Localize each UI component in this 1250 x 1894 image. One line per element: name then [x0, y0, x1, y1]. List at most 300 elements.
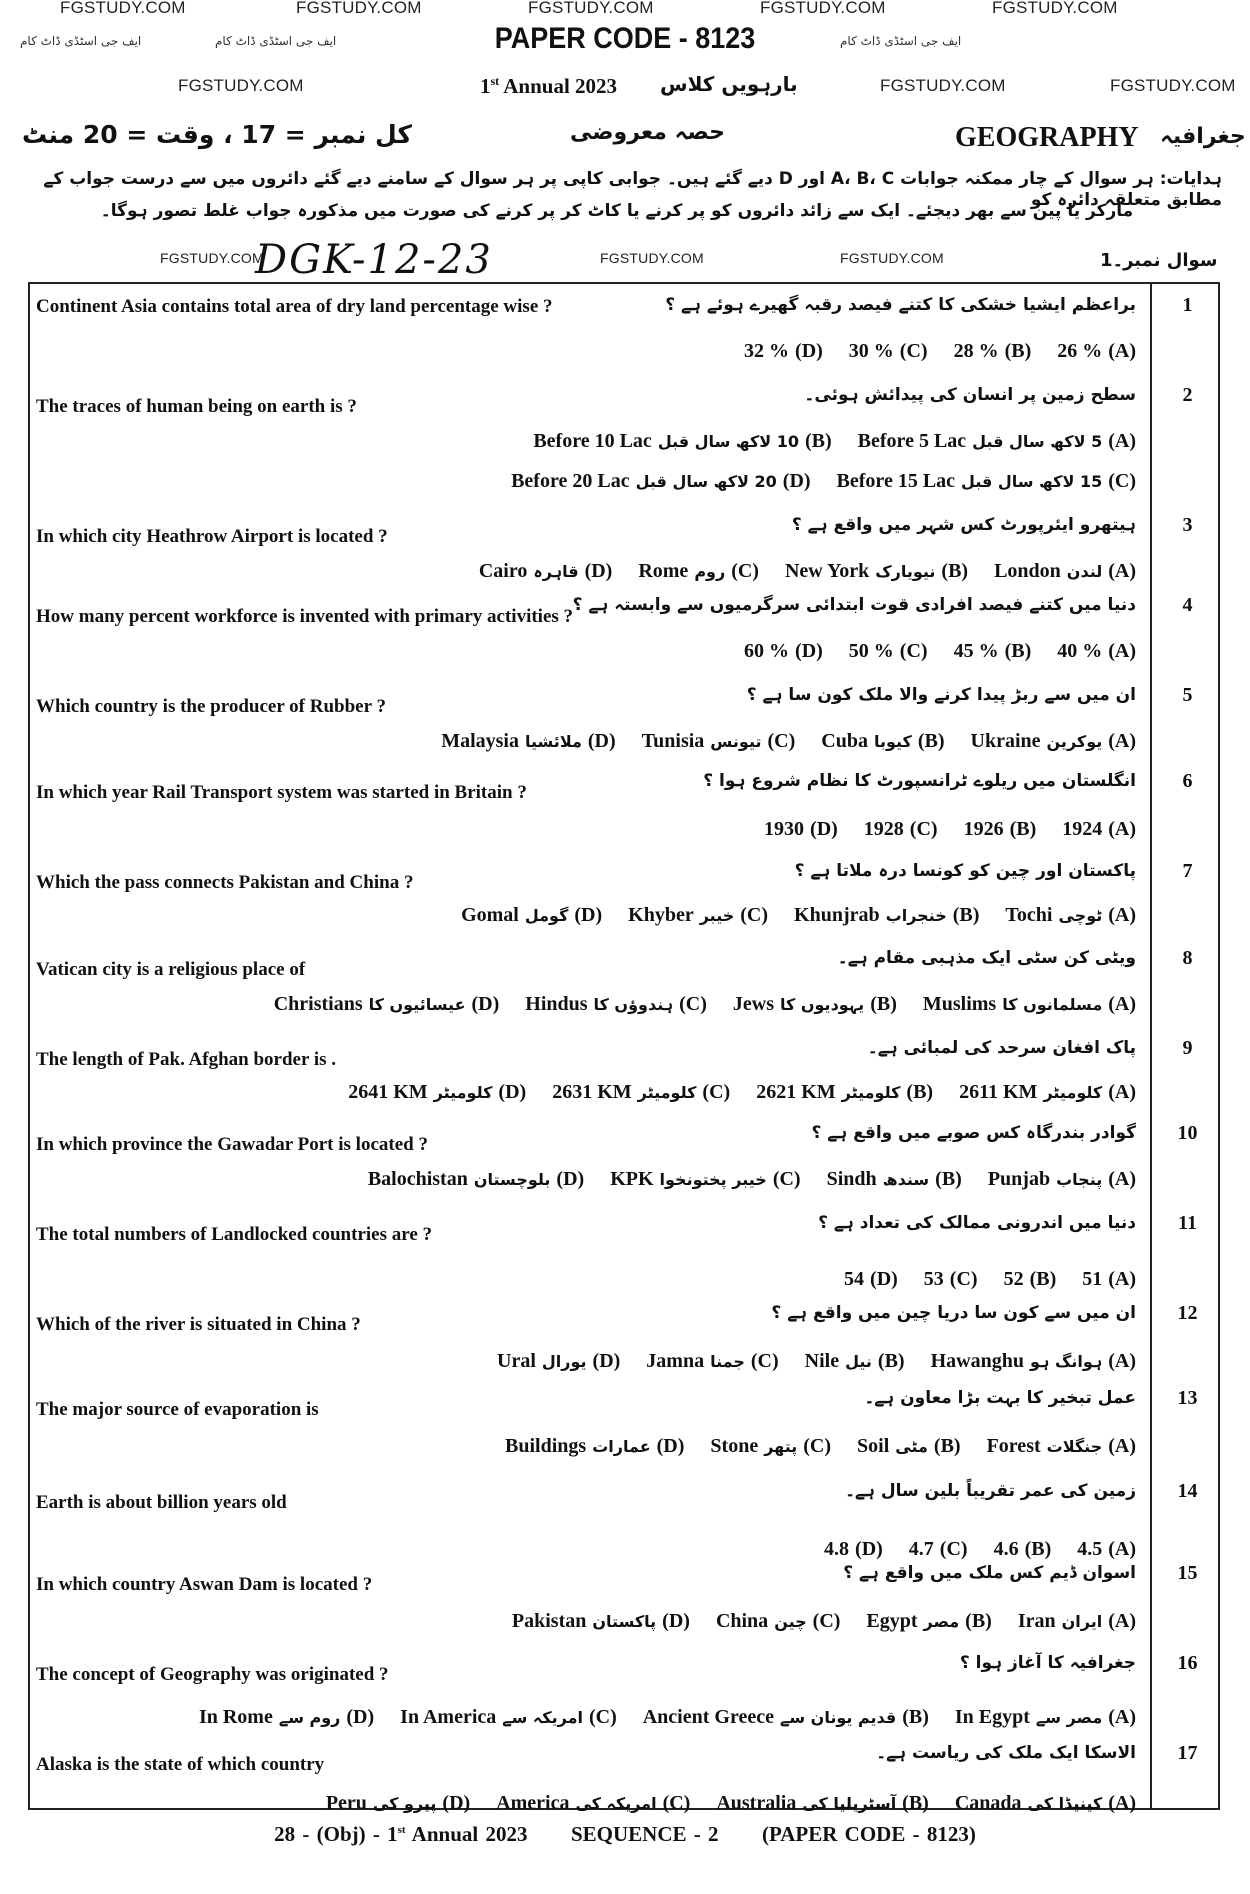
question-text-en: Which of the river is situated in China ? — [36, 1314, 361, 1335]
option-letter: (A) — [1108, 1081, 1136, 1103]
option-d — [326, 1792, 470, 1815]
option-a — [971, 730, 1136, 753]
option-d — [479, 560, 612, 583]
option-letter: (A) — [1108, 1706, 1136, 1728]
subject-title: GEOGRAPHY — [955, 122, 1139, 153]
watermark-urdu: ایف جی اسٹڈی ڈاٹ کام — [20, 34, 142, 48]
option-d — [744, 640, 823, 663]
option-text-en: Hawanghu — [930, 1350, 1024, 1372]
option-text-ur: کلومیٹر — [1043, 1083, 1103, 1102]
option-text-en: Rome — [638, 560, 689, 582]
option-b — [857, 1435, 961, 1458]
option-letter: (D) — [855, 1538, 883, 1560]
option-letter: (B) — [952, 904, 980, 926]
option-letter: (D) — [587, 730, 616, 752]
option-a — [923, 993, 1136, 1016]
option-text-ur: کلومیٹر — [841, 1083, 901, 1102]
watermark: FGSTUDY.COM — [880, 76, 1006, 95]
option-letter: (D) — [346, 1706, 375, 1728]
option-letter: (B) — [877, 1350, 905, 1372]
option-letter: (D) — [795, 340, 823, 362]
option-text-en: 1928 — [863, 818, 904, 840]
option-text-en: Sindh — [826, 1168, 877, 1190]
option-text-ur: قاہرہ — [533, 562, 579, 581]
option-text-en: 2611 KM — [959, 1081, 1038, 1103]
option-text-ur: پتھر — [764, 1437, 798, 1456]
option-letter: (C) — [803, 1435, 832, 1457]
option-letter: (D) — [442, 1792, 471, 1814]
option-text-en: Khunjrab — [794, 904, 880, 926]
option-a — [1082, 1268, 1136, 1291]
watermark: FGSTUDY.COM — [178, 76, 304, 95]
question-row — [30, 592, 1150, 682]
question-number: 3 — [1182, 514, 1193, 536]
option-text-ur: خیبر — [699, 906, 735, 925]
option-letter: (C) — [662, 1792, 691, 1814]
options-row — [844, 1268, 1136, 1291]
watermark: FGSTUDY.COM — [760, 0, 886, 17]
option-letter: (B) — [805, 430, 832, 452]
option-text-en: 4.7 — [908, 1538, 934, 1560]
option-letter: (B) — [870, 993, 897, 1015]
option-letter: (D) — [471, 993, 500, 1015]
option-letter: (D) — [656, 1435, 685, 1457]
option-text-ur: لندن — [1066, 562, 1103, 581]
question-text-ur: دنیا میں کتنے فیصد افرادی قوت ابتدائی سرگرمیوں سے وابستہ ہے ؟ — [572, 595, 1136, 615]
question-text-ur: پاک افغان سرحد کی لمبائی ہے۔ — [867, 1038, 1136, 1058]
option-text-en: In Rome — [198, 1706, 273, 1728]
option-letter: (C) — [702, 1081, 731, 1103]
question-row — [30, 1385, 1150, 1475]
option-letter: (C) — [679, 993, 707, 1015]
option-d — [199, 1706, 374, 1729]
option-text-en: Cairo — [478, 560, 528, 582]
option-letter: (A) — [1108, 1168, 1136, 1190]
option-letter: (C) — [1108, 470, 1136, 492]
option-text-en: In Egypt — [954, 1706, 1030, 1728]
question-number: 16 — [1177, 1652, 1198, 1674]
question-number: 15 — [1177, 1562, 1198, 1584]
option-text-ur: کیوبا — [873, 732, 912, 751]
option-text-en: Peru — [325, 1792, 367, 1814]
option-text-ur: گومل — [524, 906, 569, 925]
option-text-ur: جنگلات — [1046, 1437, 1103, 1456]
watermark: FGSTUDY.COM — [1110, 76, 1236, 95]
option-text-en: 2641 KM — [348, 1081, 428, 1103]
option-b — [964, 818, 1037, 841]
options-row — [764, 818, 1136, 841]
option-text-ur: روم سے — [278, 1708, 341, 1727]
option-letter: (B) — [1024, 1538, 1052, 1560]
option-c — [552, 1081, 730, 1104]
option-text-en: Cuba — [821, 730, 868, 752]
option-text-en: 30 % — [848, 340, 894, 362]
option-text-en: 32 % — [744, 340, 790, 362]
option-text-ur: مصر سے — [1035, 1708, 1103, 1727]
option-text-en: Muslims — [922, 993, 997, 1015]
option-text-en: 51 — [1082, 1268, 1103, 1290]
option-text-ur: 5 لاکھ سال قبل — [972, 432, 1103, 451]
options-row — [479, 560, 1136, 583]
option-text-en: Hindus — [525, 993, 588, 1015]
question-row — [30, 292, 1150, 382]
option-letter: (C) — [909, 818, 938, 840]
option-text-en: London — [994, 560, 1061, 582]
option-b — [716, 1792, 929, 1815]
question-text-en: Alaska is the state of which country — [36, 1754, 325, 1775]
options-row — [824, 1538, 1136, 1561]
option-a — [1057, 640, 1136, 663]
option-text-en: Ukraine — [970, 730, 1041, 752]
subject-title-urdu: جغرافیہ — [1160, 124, 1246, 149]
option-letter: (B) — [902, 1706, 929, 1728]
option-a — [1018, 1610, 1136, 1633]
option-letter: (D) — [662, 1610, 690, 1632]
option-c — [716, 1610, 840, 1633]
option-c — [642, 730, 796, 753]
options-row — [533, 430, 1136, 453]
option-letter: (C) — [949, 1268, 978, 1290]
option-letter: (A) — [1108, 1350, 1136, 1372]
marks-time-urdu: کل نمبر = 17 ، وقت = 20 منٹ — [22, 120, 412, 149]
option-letter: (A) — [1108, 1268, 1136, 1290]
question-text-ur: ویٹی کن سٹی ایک مذہبی مقام ہے۔ — [837, 948, 1136, 968]
option-b — [827, 1168, 962, 1191]
option-text-ur: جمنا — [710, 1352, 745, 1371]
option-text-en: Buildings — [505, 1435, 587, 1457]
option-text-en: 54 — [844, 1268, 865, 1290]
number-column-divider — [1150, 282, 1152, 1810]
question-number: 17 — [1177, 1742, 1198, 1764]
option-text-ur: امریکہ کی — [575, 1794, 657, 1813]
option-letter: (D) — [795, 640, 823, 662]
option-d — [844, 1268, 898, 1291]
option-c — [909, 1538, 968, 1561]
option-b — [821, 730, 944, 753]
question-text-en: Vatican city is a religious place of — [36, 959, 306, 980]
option-a — [1005, 904, 1136, 927]
question-row — [30, 1650, 1150, 1740]
option-b — [994, 1538, 1052, 1561]
option-letter: (C) — [772, 1168, 801, 1190]
option-text-en: 1926 — [963, 818, 1004, 840]
option-text-en: Pakistan — [511, 1610, 587, 1632]
question-text-ur: سطح زمین پر انسان کی پیدائش ہوئی۔ — [804, 385, 1136, 405]
option-d — [348, 1081, 526, 1104]
question-number: 12 — [1177, 1302, 1198, 1324]
question-text-ur: گوادر بندرگاہ کس صوبے میں واقع ہے ؟ — [811, 1123, 1136, 1143]
option-d — [497, 1350, 620, 1373]
option-text-en: Malaysia — [441, 730, 519, 752]
option-letter: (B) — [1004, 340, 1032, 362]
option-text-en: In America — [400, 1706, 497, 1728]
option-a — [994, 560, 1136, 583]
footer-sequence: SEQUENCE - 2 — [570, 1822, 719, 1846]
option-text-ur: عیسائیوں کا — [368, 995, 466, 1014]
options-row — [461, 904, 1136, 927]
option-letter: (D) — [870, 1268, 898, 1290]
option-letter: (A) — [1108, 1610, 1136, 1632]
option-letter: (B) — [933, 1435, 961, 1457]
question-text-ur: دنیا میں اندرونی ممالک کی تعداد ہے ؟ — [818, 1213, 1136, 1233]
option-text-ur: قدیم یونان سے — [779, 1708, 897, 1727]
question-text-en: The total numbers of Landlocked countries are ? — [36, 1224, 433, 1245]
question-text-en: Continent Asia contains total area of dry land percentage wise ? — [36, 296, 553, 317]
option-text-ur: مسلمانوں کا — [1002, 995, 1103, 1014]
option-a — [987, 1435, 1136, 1458]
option-letter: (B) — [965, 1610, 992, 1632]
question-number: 14 — [1177, 1480, 1198, 1502]
option-c — [849, 340, 928, 363]
question-row — [30, 1740, 1150, 1830]
exam-ordinal: 1 — [480, 74, 491, 98]
option-text-ur: یورال — [541, 1352, 587, 1371]
option-c — [638, 560, 759, 583]
question-text-en: Which the pass connects Pakistan and China ? — [36, 872, 414, 893]
option-text-ur: ملائشیا — [524, 732, 582, 751]
options-row — [326, 1792, 1136, 1815]
option-text-ur: کینیڈا کی — [1027, 1794, 1103, 1813]
watermark: FGSTUDY.COM — [528, 0, 654, 17]
option-d — [505, 1435, 684, 1458]
question-row — [30, 945, 1150, 1035]
question-number: 9 — [1182, 1037, 1193, 1059]
option-letter: (B) — [935, 1168, 962, 1190]
option-text-ur: مٹی — [895, 1437, 928, 1456]
option-text-en: Australia — [716, 1792, 797, 1814]
option-text-en: 50 % — [848, 640, 894, 662]
option-d — [461, 904, 602, 927]
option-letter: (C) — [939, 1538, 968, 1560]
option-letter: (D) — [810, 818, 838, 840]
option-text-en: Forest — [986, 1435, 1041, 1457]
question-number: 8 — [1182, 947, 1193, 969]
option-c — [525, 993, 707, 1016]
option-b — [733, 993, 897, 1016]
options-row — [348, 1081, 1136, 1104]
section-label-urdu: حصہ معروضی — [570, 120, 725, 145]
option-text-en: Nile — [804, 1350, 840, 1372]
option-text-ur: بلوچستان — [473, 1170, 551, 1189]
watermark: FGSTUDY.COM — [60, 0, 186, 17]
option-b — [1004, 1268, 1057, 1291]
option-text-en: Before 20 Lac — [511, 470, 630, 492]
option-text-ur: چین — [774, 1612, 807, 1631]
question-text-ur: زمین کی عمر تقریباً بلین سال ہے۔ — [845, 1481, 1136, 1501]
question-text-en: In which country Aswan Dam is located ? — [36, 1574, 373, 1595]
option-letter: (D) — [782, 470, 811, 492]
option-a — [988, 1168, 1136, 1191]
option-text-en: Tunisia — [641, 730, 705, 752]
question-text-ur: پاکستان اور چین کو کونسا درہ ملاتا ہے ؟ — [794, 861, 1136, 881]
option-text-en: Balochistan — [367, 1168, 468, 1190]
footer-prefix: 28 - (Obj) - 1 — [274, 1822, 398, 1846]
footer-paper-code: (PAPER CODE - 8123) — [762, 1822, 976, 1846]
exam-session — [480, 74, 617, 99]
option-letter: (B) — [906, 1081, 934, 1103]
question-row — [30, 512, 1150, 602]
footer-sup: st — [397, 1824, 406, 1836]
paper-code-title: PAPER CODE - 8123 — [494, 22, 756, 55]
option-b — [954, 340, 1032, 363]
class-label-urdu: بارہویں کلاس — [660, 72, 798, 96]
option-a — [955, 1706, 1136, 1729]
option-text-en: 4.5 — [1077, 1538, 1103, 1560]
question-row — [30, 768, 1150, 858]
option-a — [858, 430, 1136, 453]
question-text-en: The traces of human being on earth is ? — [36, 396, 357, 417]
option-text-en: 28 % — [953, 340, 999, 362]
option-a — [931, 1350, 1136, 1373]
option-letter: (D) — [574, 904, 603, 926]
option-text-en: Christians — [273, 993, 363, 1015]
option-text-ur: آسٹریلیا کی — [802, 1794, 897, 1813]
footer — [0, 1822, 1250, 1847]
option-letter: (A) — [1108, 640, 1136, 662]
question-row — [30, 682, 1150, 772]
option-text-en: Gomal — [461, 904, 519, 926]
option-text-en: Ancient Greece — [642, 1706, 774, 1728]
option-a — [955, 1792, 1136, 1815]
option-letter: (B) — [902, 1792, 929, 1814]
question-text-ur: ان میں سے ربڑ پیدا کرنے والا ملک کون سا ہے ؟ — [746, 685, 1136, 705]
question-text-ur: براعظم ایشیا خشکی کا کتنے فیصد رقبہ گھیرے ہوئے ہے ؟ — [665, 295, 1136, 315]
question-text-en: In which year Rail Transport system was started in Britain ? — [36, 782, 527, 803]
options-row — [511, 470, 1136, 493]
option-letter: (A) — [1108, 1538, 1136, 1560]
option-d — [441, 730, 615, 753]
option-letter: (C) — [588, 1706, 617, 1728]
option-text-ur: 15 لاکھ سال قبل — [961, 472, 1103, 491]
options-row — [505, 1435, 1136, 1458]
watermark: FGSTUDY.COM — [840, 250, 944, 266]
option-letter: (B) — [1029, 1268, 1057, 1290]
question-text-ur: الاسکا ایک ملک کی ریاست ہے۔ — [876, 1743, 1136, 1763]
question-text-ur: انگلستان میں ریلوے ٹرانسپورٹ کا نظام شروع ہوا ؟ — [703, 771, 1136, 791]
option-text-ur: یہودیوں کا — [779, 995, 865, 1014]
question-number: 7 — [1182, 860, 1193, 882]
option-text-ur: تیونس — [710, 732, 762, 751]
option-text-en: Soil — [857, 1435, 890, 1457]
options-row — [744, 640, 1136, 663]
option-c — [646, 1350, 778, 1373]
option-letter: (C) — [750, 1350, 779, 1372]
question-row — [30, 382, 1150, 492]
option-text-ur: یوکرین — [1046, 732, 1103, 751]
option-b — [866, 1610, 991, 1633]
option-letter: (D) — [498, 1081, 527, 1103]
option-letter: (B) — [1004, 640, 1032, 662]
option-text-en: 4.8 — [824, 1538, 850, 1560]
option-b — [794, 904, 979, 927]
option-text-en: Jews — [732, 993, 774, 1015]
question-text-en: The length of Pak. Afghan border is . — [36, 1049, 336, 1070]
option-text-en: Jamna — [646, 1350, 705, 1372]
option-text-ur: ٹوچی — [1058, 906, 1103, 925]
option-b — [785, 560, 968, 583]
options-row — [512, 1610, 1136, 1633]
option-b — [643, 1706, 929, 1729]
option-text-ur: نیل — [845, 1352, 872, 1371]
option-letter: (D) — [592, 1350, 621, 1372]
option-a — [1057, 340, 1136, 363]
question-row — [30, 1560, 1150, 1650]
option-text-en: 1924 — [1062, 818, 1103, 840]
option-letter: (D) — [556, 1168, 585, 1190]
option-text-ur: ہوانگ ہو — [1029, 1352, 1103, 1371]
exam-ordinal-suffix: st — [490, 74, 500, 88]
option-text-en: 26 % — [1057, 340, 1103, 362]
option-d — [368, 1168, 584, 1191]
option-c — [710, 1435, 831, 1458]
question-text-en: The major source of evaporation is — [36, 1399, 319, 1420]
option-c — [610, 1168, 800, 1191]
option-text-ur: روم — [694, 562, 726, 581]
options-row — [497, 1350, 1136, 1373]
option-letter: (C) — [899, 340, 928, 362]
question-row — [30, 1478, 1150, 1568]
question-text-ur: ان میں سے کون سا دریا چین میں واقع ہے ؟ — [771, 1303, 1136, 1323]
option-text-en: Before 5 Lac — [857, 430, 967, 452]
option-text-en: 1930 — [764, 818, 805, 840]
option-letter: (D) — [584, 560, 613, 582]
options-row — [368, 1168, 1136, 1191]
option-d — [512, 1610, 690, 1633]
option-text-ur: پنجاب — [1056, 1170, 1103, 1189]
option-c — [849, 640, 928, 663]
option-d — [274, 993, 500, 1016]
question-row — [30, 1300, 1150, 1390]
option-a — [1077, 1538, 1136, 1561]
option-letter: (B) — [917, 730, 945, 752]
question-text-ur: جغرافیہ کا آغاز ہوا ؟ — [959, 1653, 1136, 1673]
option-text-ur: کلومیٹر — [433, 1083, 493, 1102]
question-text-en: Which country is the producer of Rubber ? — [36, 696, 386, 717]
question-text-en: In which province the Gawadar Port is located ? — [36, 1134, 428, 1155]
option-text-en: Before 10 Lac — [533, 430, 652, 452]
option-text-en: New York — [784, 560, 870, 582]
question-number: 4 — [1182, 594, 1193, 616]
option-text-en: Canada — [954, 1792, 1022, 1814]
option-c — [628, 904, 768, 927]
question-number: 13 — [1177, 1387, 1198, 1409]
option-a — [1062, 818, 1136, 841]
option-text-en: 2631 KM — [552, 1081, 632, 1103]
watermark: FGSTUDY.COM — [600, 250, 704, 266]
option-b — [805, 1350, 905, 1373]
question-text-ur: ہیتھرو ایئرپورٹ کس شہر میں واقع ہے ؟ — [791, 515, 1136, 535]
handwritten-code: DGK-12-23 — [255, 237, 493, 283]
option-letter: (C) — [767, 730, 796, 752]
question-number: 1 — [1182, 294, 1193, 316]
option-text-ur: سندھ — [882, 1170, 930, 1189]
option-text-en: Khyber — [628, 904, 694, 926]
option-letter: (B) — [941, 560, 969, 582]
option-text-ur: ہندوؤں کا — [593, 995, 674, 1014]
option-text-ur: پاکستان — [592, 1612, 657, 1631]
option-letter: (A) — [1108, 430, 1136, 452]
option-text-ur: امریکہ سے — [502, 1708, 583, 1727]
question-number-label: سوال نمبر۔1 — [1100, 250, 1218, 271]
option-text-en: 45 % — [953, 640, 999, 662]
footer-annual: Annual 2023 — [411, 1822, 528, 1846]
option-text-ur: پیرو کی — [372, 1794, 437, 1813]
option-letter: (A) — [1108, 1792, 1136, 1814]
question-number: 11 — [1178, 1212, 1197, 1234]
question-row — [30, 1210, 1150, 1300]
question-row — [30, 1120, 1150, 1210]
option-c — [864, 818, 938, 841]
